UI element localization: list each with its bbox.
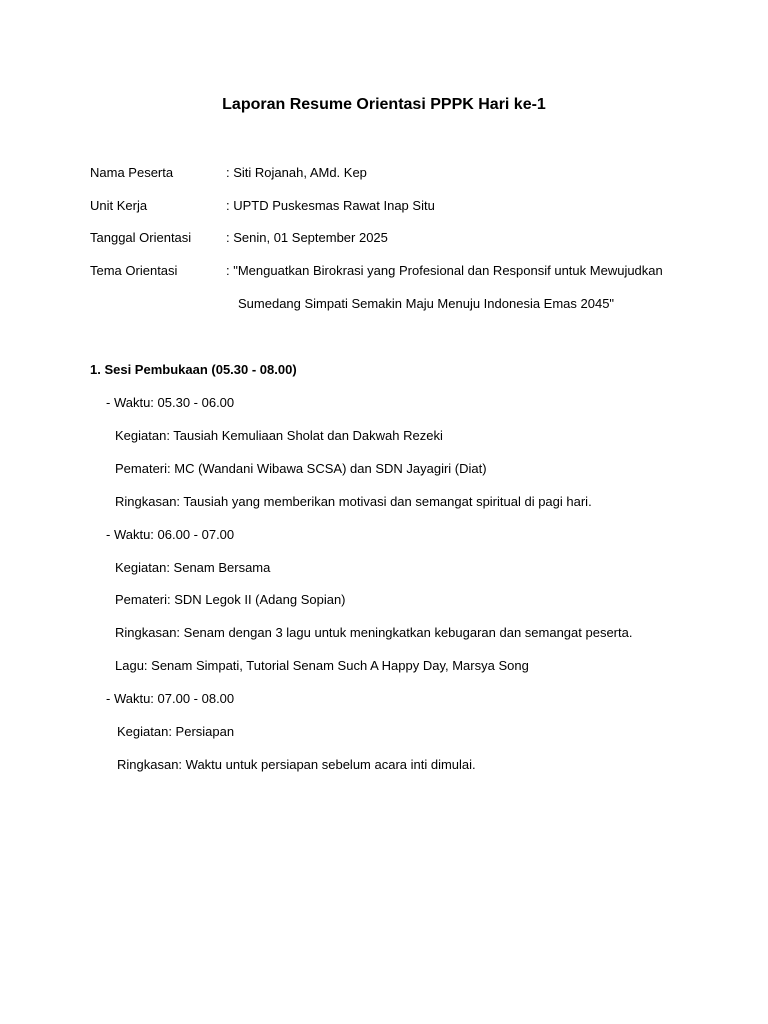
info-value-tema-orientasi: : "Menguatkan Birokrasi yang Profesional dan Responsif untuk Mewujudkan [226,263,663,278]
ringkasan-line: Ringkasan: Senam dengan 3 lagu untuk meningkatkan kebugaran dan semangat peserta. [115,625,633,640]
info-label-tanggal-orientasi: Tanggal Orientasi [90,230,192,245]
pemateri-line: Pemateri: SDN Legok II (Adang Sopian) [115,592,346,607]
info-label-tema-orientasi: Tema Orientasi [90,263,178,278]
ringkasan-line: Ringkasan: Waktu untuk persiapan sebelum acara inti dimulai. [117,757,476,772]
info-label-nama-peserta: Nama Peserta [90,165,174,180]
kegiatan-line: Kegiatan: Persiapan [117,724,235,739]
info-label-unit-kerja: Unit Kerja [90,198,148,213]
info-value-unit-kerja: : UPTD Puskesmas Rawat Inap Situ [226,198,435,213]
section-heading: 1. Sesi Pembukaan (05.30 - 08.00) [90,362,297,377]
ringkasan-line: Ringkasan: Tausiah yang memberikan motivasi dan semangat spiritual di pagi hari. [115,494,592,509]
waktu-line: - Waktu: 05.30 - 06.00 [106,395,235,410]
waktu-line: - Waktu: 06.00 - 07.00 [106,527,235,542]
kegiatan-line: Kegiatan: Tausiah Kemuliaan Sholat dan Dakwah Rezeki [115,428,443,443]
waktu-line: - Waktu: 07.00 - 08.00 [106,691,235,706]
info-value-tema-orientasi-continued: Sumedang Simpati Semakin Maju Menuju Indonesia Emas 2045" [238,296,615,311]
info-value-tanggal-orientasi: : Senin, 01 September 2025 [226,230,388,245]
info-value-nama-peserta: : Siti Rojanah, AMd. Kep [226,165,367,180]
pemateri-line: Pemateri: MC (Wandani Wibawa SCSA) dan SDN Jayagiri (Diat) [115,461,487,476]
kegiatan-line: Kegiatan: Senam Bersama [115,560,271,575]
lagu-line: Lagu: Senam Simpati, Tutorial Senam Such A Happy Day, Marsya Song [115,658,529,673]
document-title: Laporan Resume Orientasi PPPK Hari ke-1 [222,96,546,113]
